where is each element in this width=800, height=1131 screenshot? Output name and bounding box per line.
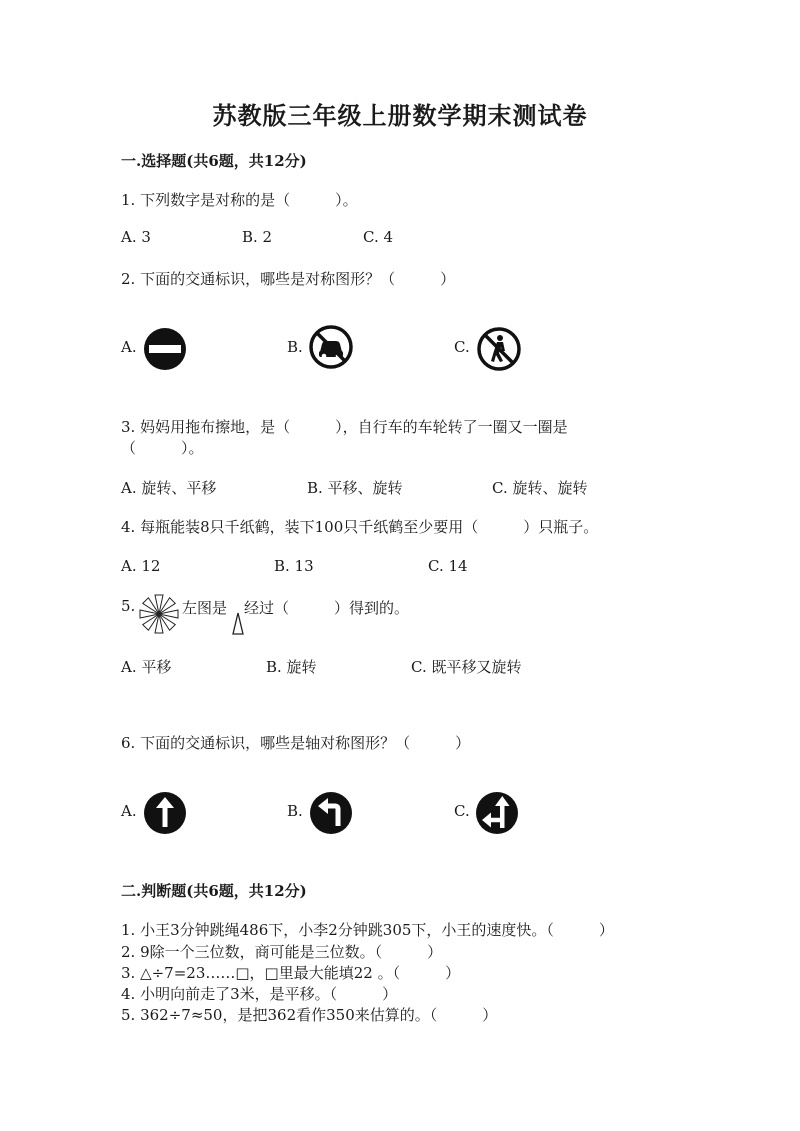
q4-option-a: A. 12: [121, 557, 161, 575]
question-1-text: 1. 下列数字是对称的是（ ）。: [121, 191, 358, 209]
q1-option-a: A. 3: [121, 228, 151, 246]
question-3-text-line1: 3. 妈妈用拖布擦地，是（ ），自行车的车轮转了一圈又一圈是: [121, 418, 568, 436]
q2-option-c: C.: [454, 338, 470, 356]
judgement-item-1: 1. 小王3分钟跳绳486下，小李2分钟跳305下，小王的速度快。（ ）: [121, 921, 614, 939]
q3-option-b: B. 平移、旋转: [307, 479, 403, 497]
straight-arrow-sign-icon: [143, 791, 187, 835]
pinwheel-figure-icon: [137, 592, 181, 636]
section-heading-true-false: 二.判断题(共6题，共12分): [121, 882, 307, 900]
question-5-text-part1: 左图是: [182, 599, 228, 617]
left-turn-sign-icon: [309, 791, 353, 835]
question-3-text-line2: （ ）。: [121, 439, 204, 457]
no-pedestrian-sign-icon: [477, 327, 521, 371]
judgement-item-4: 4. 小明向前走了3米，是平移。（ ）: [121, 985, 398, 1003]
page-title: 苏教版三年级上册数学期末测试卷: [212, 101, 588, 130]
q4-option-b: B. 13: [274, 557, 314, 575]
q1-option-c: C. 4: [363, 228, 394, 246]
no-entry-sign-icon: [143, 327, 187, 371]
q5-option-c: C. 既平移又旋转: [411, 658, 522, 676]
q5-option-a: A. 平移: [121, 658, 172, 676]
judgement-item-3: 3. △÷7=23……□，□里最大能填22 。（ ）: [121, 964, 461, 982]
question-2-text: 2. 下面的交通标识，哪些是对称图形？（ ）: [121, 270, 456, 288]
q2-option-a: A.: [121, 338, 137, 356]
question-5-text-part2: 经过（ ）得到的。: [244, 599, 410, 617]
q2-option-b: B.: [287, 338, 303, 356]
q4-option-c: C. 14: [428, 557, 468, 575]
straight-or-left-sign-icon: [475, 791, 519, 835]
no-motor-vehicle-sign-icon: [309, 325, 353, 369]
q1-option-b: B. 2: [242, 228, 273, 246]
q6-option-a: A.: [121, 802, 137, 820]
section-heading-choice: 一.选择题(共6题，共12分): [121, 152, 307, 170]
question-4-text: 4. 每瓶能装8只千纸鹤，装下100只千纸鹤至少要用（ ）只瓶子。: [121, 518, 599, 536]
q6-option-b: B.: [287, 802, 303, 820]
q3-option-c: C. 旋转、旋转: [492, 479, 588, 497]
judgement-item-5: 5. 362÷7≈50，是把362看作350来估算的。（ ）: [121, 1006, 498, 1024]
q3-option-a: A. 旋转、平移: [121, 479, 217, 497]
triangle-blade-figure-icon: [231, 612, 245, 636]
q5-option-b: B. 旋转: [266, 658, 317, 676]
question-6-text: 6. 下面的交通标识，哪些是轴对称图形？（ ）: [121, 734, 471, 752]
q6-option-c: C.: [454, 802, 470, 820]
judgement-item-2: 2. 9除一个三位数，商可能是三位数。（ ）: [121, 943, 443, 961]
question-5-number: 5.: [121, 597, 136, 615]
